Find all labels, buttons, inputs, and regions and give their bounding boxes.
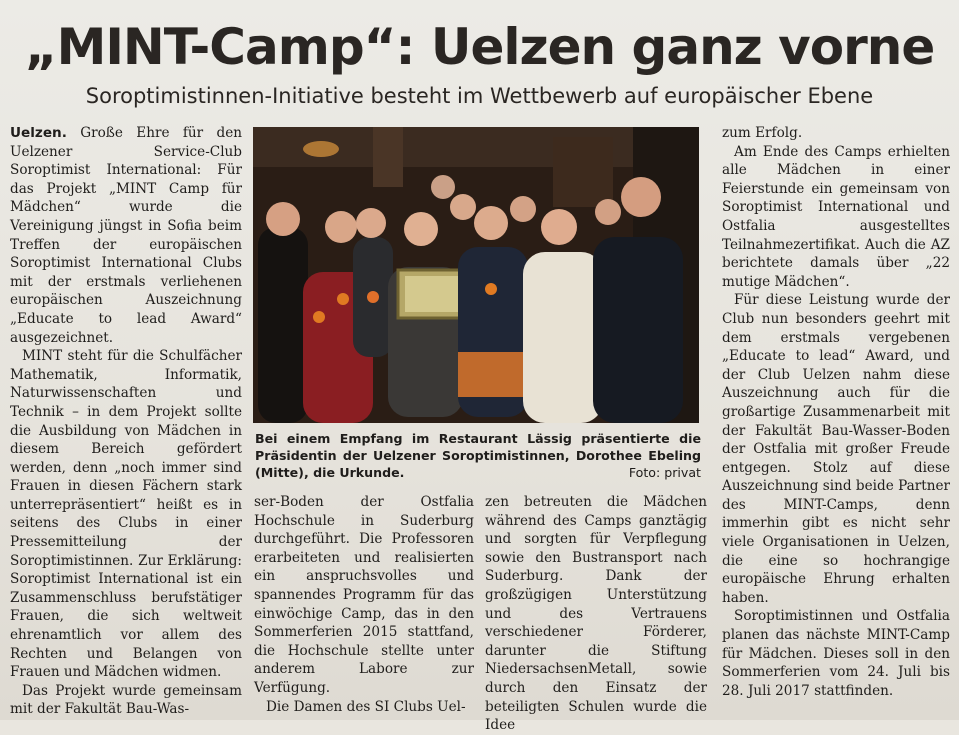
paragraph: Soroptimistinnen und Ostfalia planen das nächste MINT-Camp für Mädchen. Dieses soll in den Sommerferien vom 24. Juli bis 28. Juli 2017 stattfinden. — [722, 608, 950, 699]
subheadline: Soroptimistinnen-Initiative besteht im Wettbewerb auf europäischer Ebene — [85, 84, 874, 108]
group-photo-illustration — [253, 127, 699, 423]
article-column-3 — [485, 493, 707, 734]
photo-credit: Foto: privat — [628, 465, 701, 480]
paragraph: Am Ende des Camps erhielten alle Mädchen in einer Feierstunde ein gemeinsam von Soroptimist International und Ostfalia ausgestelltes Teilnahmezertifikat. Auch die AZ berichtete damals über „22 mutige Mädchen“. — [722, 143, 950, 290]
article-column-2 — [254, 493, 474, 720]
caption-text: Bei einem Empfang im Restaurant Lässig präsentierte die Präsidentin der Uelzener Soroptimistinnen, Dorothee Ebeling (Mitte), die Urkunde. — [255, 431, 701, 480]
paragraph: ser-Boden der Ostfalia Hochschule in Suderburg durchgeführt. Die Professoren erarbeiteten und realisierten ein anspruchsvolles und spannendes Programm für das einwöchige Camp, das in den Sommerferien 2015 stattfand, die Hochschule stellte unter anderem Labore zur Verfügung. — [254, 494, 474, 696]
paragraph: zum Erfolg. — [722, 125, 803, 141]
paragraph: MINT steht für die Schulfächer Mathematik, Informatik, Naturwissenschaften und Technik – in dem Projekt sollte die Ausbildung von Mädchen in diesem Bereich gefördert werden, denn „noch immer sind Frauen in diesen Fächern stark unterrepräsentiert“ heißt es in seitens des Clubs in einer Pressemitteilung der Soroptimistinnen. Zur Erklärung: Soroptimist International ist ein Zusammenschluss berufstätiger Frauen, die sich weltweit ehrenamtlich vor allem des Rechten und Belangen von Frauen und Mädchen widmen. — [10, 348, 242, 681]
group-photo — [253, 127, 699, 423]
article-column-1 — [10, 124, 242, 720]
dateline: Uelzen. — [10, 125, 67, 141]
paragraph: Die Damen des SI Clubs Uel- — [266, 698, 466, 715]
paragraph-text: Große Ehre für den Uelzener Service-Club Soroptimist International: Für das Projekt „MINT Camp für Mädchen“ wurde die Vereinigung jüngst in Sofia beim Treffen der europäischen Soroptimist International Clubs mit der erstmals verliehenen europäischen Auszeichnung „Educate to lead Award“ ausgezeichnet. — [10, 125, 242, 346]
paragraph: zen betreuten die Mädchen während des Camps ganztägig und sorgten für Verpflegung sowie den Bustransport nach Suderburg. Dank der großzügigen Unterstützung und des Vertrauens verschiedener Förderer, darunter die Stiftung NiedersachsenMetall, sowie durch den Einsatz der beteiligten Schulen wurde die Idee — [485, 494, 707, 734]
article-column-4 — [722, 124, 950, 720]
paragraph: Für diese Leistung wurde der Club nun besonders geehrt mit dem erstmals vergebenen „Educate to lead“ Award, und der Club Uelzen nahm diese Auszeichnung auch für die großartige Zusammenarbeit mit der Fakultät Bau-Wasser-Boden der Ostfalia mit großer Freude entgegen. Stolz auf diese Auszeichnung sind beide Partner des MINT-Camps, denn immerhin gibt es nicht sehr viele Organisationen in Uelzen, die eine so hochrangige europäische Ehrung erhalten haben. — [722, 292, 950, 606]
paragraph — [10, 124, 242, 347]
headline: „MINT-Camp“: Uelzen ganz vorne — [24, 18, 935, 76]
photo-caption — [255, 430, 701, 481]
paragraph: Das Projekt wurde gemeinsam mit der Fakultät Bau-Was- — [10, 682, 242, 718]
